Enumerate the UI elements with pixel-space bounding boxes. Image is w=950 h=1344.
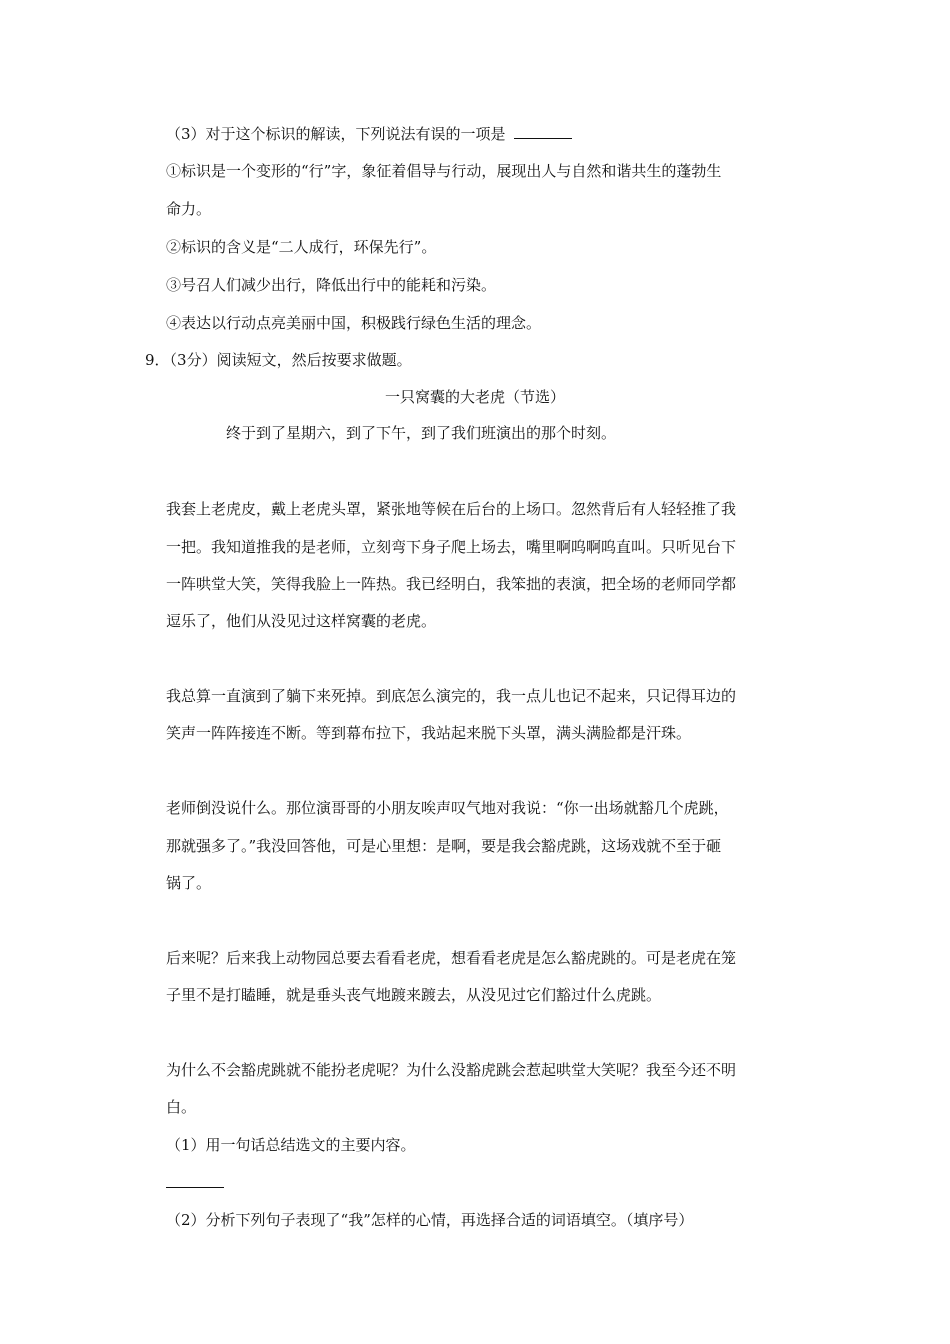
option-4: ④表达以行动点亮美丽中国，积极践行绿色生活的理念。: [166, 314, 542, 332]
q9-stem: （3分）阅读短文，然后按要求做题。: [169, 351, 412, 369]
passage-p4-line-3: 锅了。: [166, 874, 212, 892]
passage-p3-line-2: 笑声一阵阵接连不断。等到幕布拉下，我站起来脱下头罩，满头满脸都是汗珠。: [166, 724, 692, 742]
passage-p2-line-2: 一把。我知道推我的是老师，立刻弯下身子爬上场去，嘴里啊呜啊呜直叫。只听见台下: [166, 538, 737, 556]
q8-part3-stem: [166, 124, 572, 144]
passage-p6-line-1: 为什么不会豁虎跳就不能扮老虎呢？为什么没豁虎跳会惹起哄堂大笑呢？我至今还不明: [166, 1061, 737, 1079]
option-3: ③号召人们减少出行，降低出行中的能耗和污染。: [166, 276, 497, 294]
passage-p5-line-2: 子里不是打瞌睡，就是垂头丧气地踱来踱去，从没见过它们豁过什么虎跳。: [166, 986, 662, 1004]
passage-p2-line-4: 逗乐了，他们从没见过这样窝囊的老虎。: [166, 612, 437, 630]
passage-p2-line-3: 一阵哄堂大笑，笑得我脸上一阵热。我已经明白，我笨拙的表演，把全场的老师同学都: [166, 575, 737, 593]
answer-blank[interactable]: [514, 124, 572, 139]
option-1-line-2: 命力。: [166, 200, 212, 218]
passage-p4-line-1: 老师倒没说什么。那位演哥哥的小朋友唉声叹气地对我说：“你一出场就豁几个虎跳，: [166, 799, 729, 817]
answer-line[interactable]: [166, 1187, 224, 1188]
option-1-line-1: ①标识是一个变形的“行”字，象征着倡导与行动，展现出人与自然和谐共生的蓬勃生: [166, 162, 722, 180]
sub-question-2: （2）分析下列句子表现了“我”怎样的心情，再选择合适的词语填空。（填序号）: [166, 1211, 694, 1229]
option-2: ②标识的含义是“二人成行，环保先行”。: [166, 238, 437, 256]
sub-question-1: （1）用一句话总结选文的主要内容。: [166, 1136, 416, 1154]
passage-title: 一只窝囊的大老虎（节选）: [384, 388, 565, 406]
passage-paragraph-1: 终于到了星期六，到了下午，到了我们班演出的那个时刻。: [226, 424, 617, 442]
q9-stem-line: [145, 350, 412, 370]
passage-p3-line-1: 我总算一直演到了躺下来死掉。到底怎么演完的，我一点儿也记不起来，只记得耳边的: [166, 687, 737, 705]
question-number: 9．: [145, 351, 170, 369]
q8-part3-stem-text: （3）对于这个标识的解读，下列说法有误的一项是: [166, 125, 506, 143]
passage-p2-line-1: 我套上老虎皮，戴上老虎头罩，紧张地等候在后台的上场口。忽然背后有人轻轻推了我: [166, 500, 737, 518]
passage-p5-line-1: 后来呢？后来我上动物园总要去看看老虎，想看看老虎是怎么豁虎跳的。可是老虎在笼: [166, 949, 737, 967]
passage-p6-line-2: 白。: [166, 1098, 197, 1116]
passage-p4-line-2: 那就强多了。”我没回答他，可是心里想：是啊，要是我会豁虎跳，这场戏就不至于砸: [166, 837, 722, 855]
